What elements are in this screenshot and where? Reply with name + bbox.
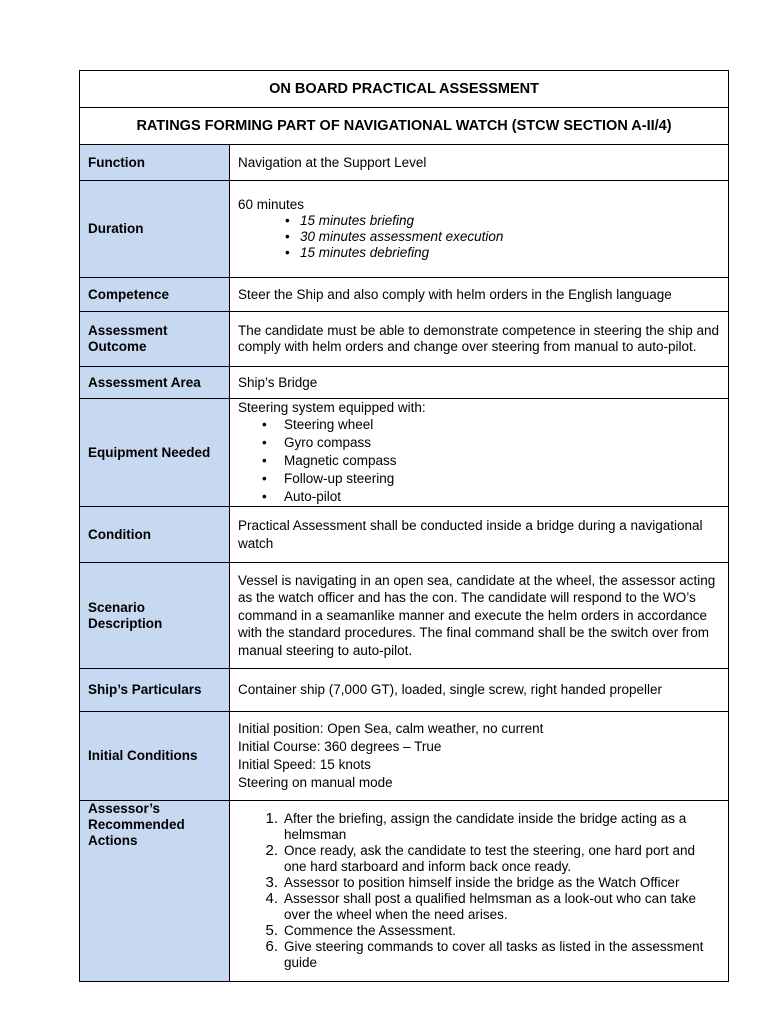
row-area: [80, 367, 729, 399]
list-item: [265, 922, 720, 939]
list-item: • Gyro compass: [284, 434, 720, 452]
item-number: 1.: [265, 810, 278, 827]
scenario-label: Scenario Description: [80, 563, 230, 669]
list-item: [265, 810, 720, 843]
row-function: [80, 145, 729, 181]
item-number: 6.: [265, 938, 278, 955]
list-item: • Magnetic compass: [284, 452, 720, 470]
actions-label: Assessor’s Recommended Actions: [80, 801, 230, 982]
item-text: Give steering commands to cover all tasks as listed in the assessment guide: [284, 939, 704, 970]
row-condition: [80, 507, 729, 563]
item-number: 4.: [265, 890, 278, 907]
condition-label: Condition: [80, 507, 230, 563]
function-value: Navigation at the Support Level: [230, 145, 729, 181]
duration-value: [230, 181, 729, 278]
outcome-value: The candidate must be able to demonstrate competence in steering the ship and comply with helm orders and change over steering from manual to auto-pilot.: [230, 312, 729, 367]
equipment-intro: Steering system equipped with:: [238, 400, 426, 415]
duration-list: [238, 213, 720, 261]
particulars-value: Container ship (7,000 GT), loaded, single screw, right handed propeller: [230, 669, 729, 712]
initial-line: Initial Course: 360 degrees – True: [238, 739, 442, 754]
row-scenario: [80, 563, 729, 669]
item-number: 3.: [265, 874, 278, 891]
equipment-label: Equipment Needed: [80, 399, 230, 507]
item-text: Assessor shall post a qualified helmsman as a look-out who can take over the wheel when the need arises.: [284, 891, 696, 922]
row-competence: [80, 278, 729, 312]
duration-total: 60 minutes: [238, 197, 305, 212]
item-text: Commence the Assessment.: [284, 923, 456, 938]
list-item: [265, 874, 720, 891]
list-item: • Follow-up steering: [284, 470, 720, 488]
list-item: • Steering wheel: [284, 416, 720, 434]
list-item: [265, 890, 720, 923]
outcome-label: Assessment Outcome: [80, 312, 230, 367]
row-outcome: [80, 312, 729, 367]
particulars-label: Ship’s Particulars: [80, 669, 230, 712]
actions-list: [238, 811, 720, 971]
actions-value: [230, 801, 729, 982]
list-item: • 15 minutes debriefing: [300, 245, 720, 261]
list-item: • Auto-pilot: [284, 488, 720, 506]
row-particulars: [80, 669, 729, 712]
condition-value: Practical Assessment shall be conducted inside a bridge during a navigational watch: [230, 507, 729, 563]
list-item: • 15 minutes briefing: [300, 213, 720, 229]
function-label: Function: [80, 145, 230, 181]
scenario-value: Vessel is navigating in an open sea, candidate at the wheel, the assessor acting as the watch officer and has the con. The candidate will respond to the WO’s command in a seamanlike manner and execute the helm orders in accordance with the standard procedures. The final command shall be the switch over from manual steering to auto-pilot.: [230, 563, 729, 669]
initial-value: [230, 712, 729, 801]
initial-line: Initial position: Open Sea, calm weather, no current: [238, 721, 544, 736]
item-number: 5.: [265, 922, 278, 939]
row-equipment: [80, 399, 729, 507]
equipment-value: [230, 399, 729, 507]
row-duration: [80, 181, 729, 278]
assessment-table: [79, 70, 729, 982]
initial-line: Steering on manual mode: [238, 775, 393, 790]
item-number: 2.: [265, 842, 278, 859]
item-text: Once ready, ask the candidate to test the steering, one hard port and one hard starboard and inform back once ready.: [284, 843, 696, 874]
competence-value: Steer the Ship and also comply with helm orders in the English language: [230, 278, 729, 312]
initial-line: Initial Speed: 15 knots: [238, 757, 371, 772]
list-item: • 30 minutes assessment execution: [300, 229, 720, 245]
list-item: [265, 842, 720, 875]
list-item: [265, 938, 720, 971]
equipment-list: [238, 416, 720, 506]
item-text: Assessor to position himself inside the bridge as the Watch Officer: [284, 875, 680, 890]
row-actions: [80, 801, 729, 982]
row-initial: [80, 712, 729, 801]
form-title: ON BOARD PRACTICAL ASSESSMENT: [80, 71, 729, 108]
initial-label: Initial Conditions: [80, 712, 230, 801]
competence-label: Competence: [80, 278, 230, 312]
item-text: After the briefing, assign the candidate inside the bridge acting as a helmsman: [284, 811, 687, 842]
area-label: Assessment Area: [80, 367, 230, 399]
area-value: Ship’s Bridge: [230, 367, 729, 399]
form-subtitle: RATINGS FORMING PART OF NAVIGATIONAL WATCH (STCW SECTION A-II/4): [80, 108, 729, 145]
duration-label: Duration: [80, 181, 230, 278]
